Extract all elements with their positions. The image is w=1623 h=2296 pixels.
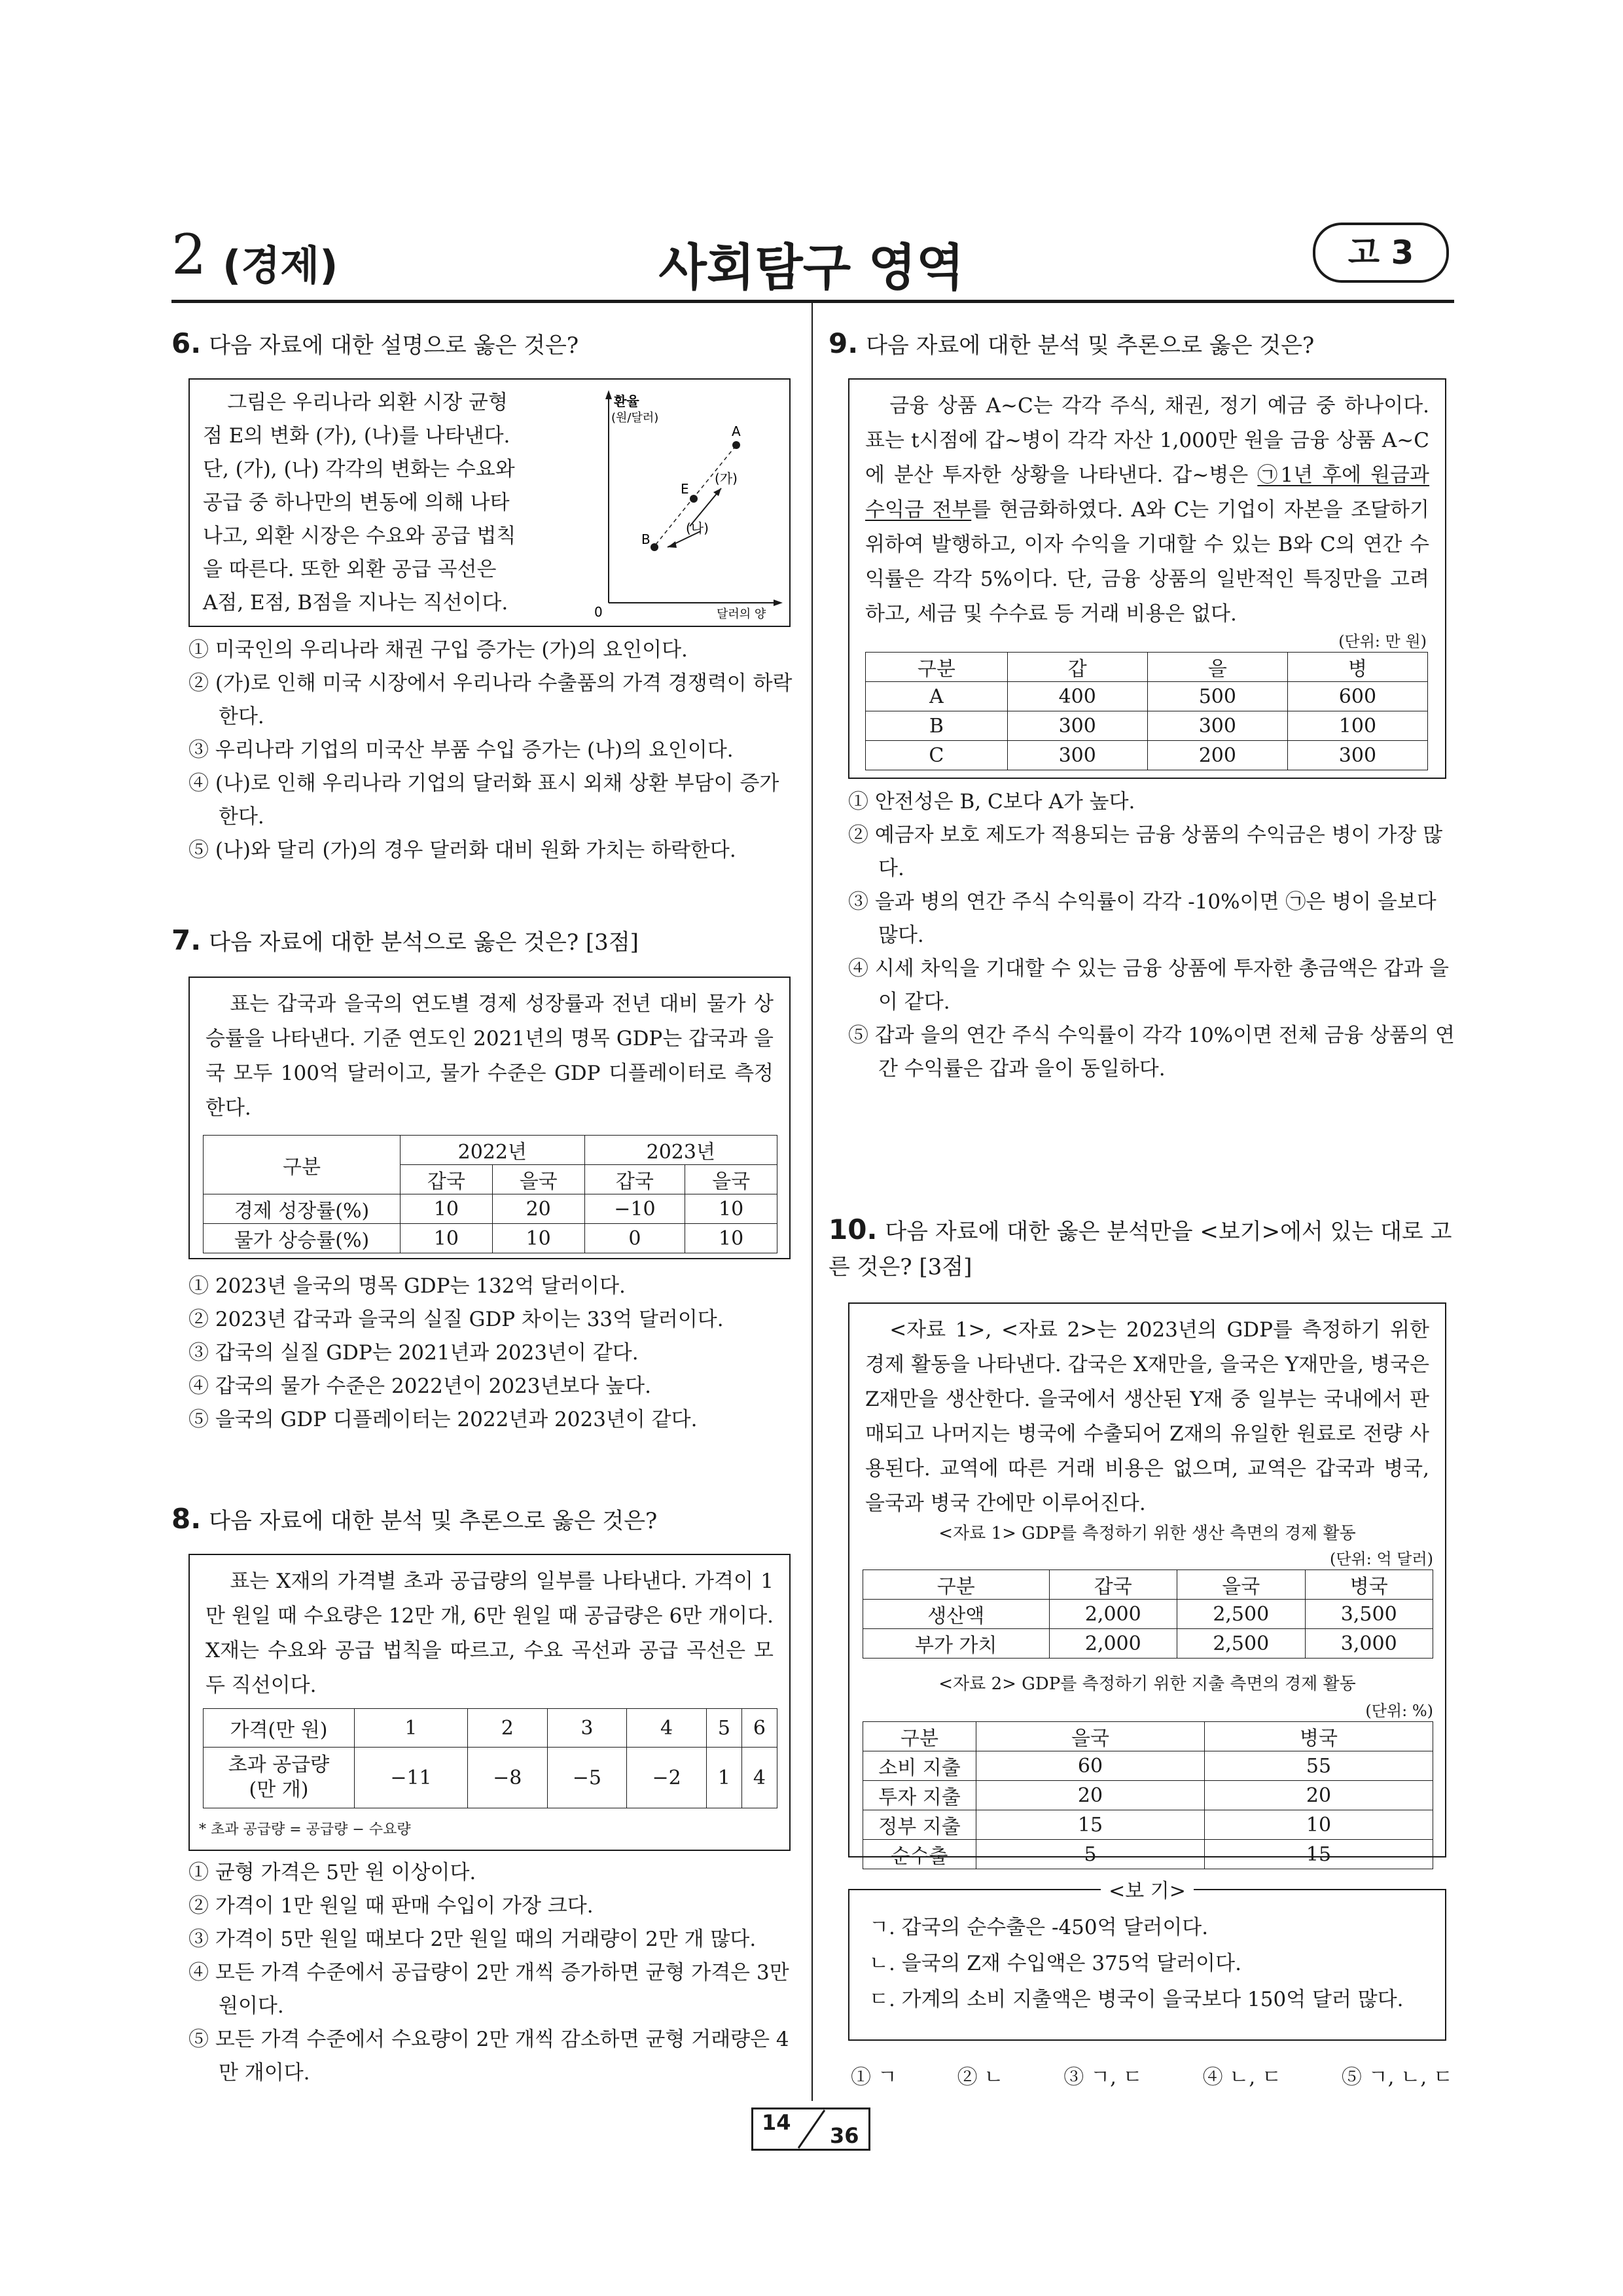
- table-row: [204, 1194, 777, 1224]
- q9-cell: 300: [1147, 711, 1287, 741]
- q7-passage: 표는 갑국과 을국의 연도별 경제 성장률과 전년 대비 물가 상승률을 나타낸다. 기준 연도인 2021년의 명목 GDP는 갑국과 을국 모두 100억 달러이고, 물가 수준은 GDP 디플레이터로 측정한다.: [205, 992, 774, 1120]
- q9-cell: C: [866, 741, 1008, 770]
- q7-number: 7.: [171, 924, 202, 956]
- q9-options: [848, 785, 1457, 1086]
- q6-passage-line: 공급 중 하나만의 변동에 의해 나타: [203, 491, 510, 514]
- q7-cell: 10: [685, 1224, 777, 1253]
- q7-col: 갑국: [584, 1165, 685, 1194]
- q8-cell: 6: [741, 1709, 777, 1748]
- q9-stem-text: 다음 자료에 대한 분석 및 추론으로 옳은 것은?: [866, 332, 1315, 359]
- current-page: 14: [762, 2110, 791, 2135]
- q7-corner: 구분: [204, 1136, 401, 1194]
- q10-answers: [851, 2060, 1453, 2090]
- q6-option-5[interactable]: ⑤ (나)와 달리 (가)의 경우 달러화 대비 원화 가치는 하락한다.: [188, 838, 736, 862]
- label-ga: (가): [715, 471, 738, 486]
- q10-t1-head: 구분: [863, 1570, 1050, 1600]
- q8-option-3[interactable]: ③ 가격이 5만 원일 때보다 2만 원일 때의 거래량이 2만 개 많다.: [188, 1928, 757, 1951]
- q8-passage: 표는 X재의 가격별 초과 공급량의 일부를 나타낸다. 가격이 1만 원일 때 수요량은 12만 개, 6만 원일 때 공급량은 6만 개이다. X재는 수요와 공급 법칙을 따르고, 수요 곡선과 공급 곡선은 모두 직선이다.: [205, 1570, 774, 1697]
- q10-bogi-list: [869, 1910, 1432, 2018]
- q9-cell: 500: [1147, 682, 1287, 711]
- q7-option-5[interactable]: ⑤ 을국의 GDP 디플레이터는 2022년과 2023년이 같다.: [188, 1408, 698, 1431]
- point-e: [690, 495, 698, 503]
- q7-stem: [171, 924, 800, 956]
- q10-answer-3[interactable]: ③ ㄱ, ㄷ: [1063, 2066, 1143, 2089]
- q9-head: 갑: [1007, 653, 1147, 682]
- q8-cell: −5: [547, 1748, 627, 1808]
- q10-t1-cell: 2,500: [1177, 1600, 1305, 1629]
- q10-t1-head: 병국: [1305, 1570, 1433, 1600]
- q9-cell: 400: [1007, 682, 1147, 711]
- q9-option-1[interactable]: ① 안전성은 B, C보다 A가 높다.: [848, 790, 1135, 814]
- page-indicator: [751, 2108, 870, 2151]
- q9-passage-a: 금융 상품 A~C는 각각 주식, 채권, 정기 예금 중 하나이다. 표는 t시점에 갑~병이 각각 자산 1,000만 원을 금융 상품 A~C에 분산 투자한 상황을 나타낸다. 갑~병은: [865, 394, 1429, 487]
- q9-unit: (단위: 만 원): [1338, 632, 1427, 651]
- q8-stem: [171, 1503, 800, 1535]
- q8-cell: 4: [627, 1709, 707, 1748]
- q10-t2-cell: 투자 지출: [863, 1781, 976, 1810]
- q7-table: [203, 1135, 777, 1253]
- q8-cell: −11: [355, 1748, 468, 1808]
- q7-options: [188, 1270, 797, 1437]
- q10-t1-head: 갑국: [1049, 1570, 1177, 1600]
- q7-cell: 10: [685, 1194, 777, 1224]
- label-a: A: [732, 423, 741, 439]
- q10-t2-cell: 60: [976, 1751, 1205, 1781]
- table-row: [866, 741, 1428, 770]
- q7-option-1[interactable]: ① 2023년 을국의 명목 GDP는 132억 달러이다.: [188, 1274, 626, 1298]
- table-row: [863, 1781, 1433, 1810]
- q10-answer-5[interactable]: ⑤ ㄱ, ㄴ, ㄷ: [1341, 2066, 1453, 2089]
- q10-table-1: [863, 1570, 1433, 1659]
- q8-cell: −8: [467, 1748, 547, 1808]
- q7-cell: −10: [584, 1194, 685, 1224]
- q10-stem-text: 다음 자료에 대한 옳은 분석만을 <보기>에서 있는 대로 고른 것은? [3점]: [829, 1219, 1452, 1280]
- q7-option-3[interactable]: ③ 갑국의 실질 GDP는 2021년과 2023년이 같다.: [188, 1341, 639, 1365]
- q8-options: [188, 1856, 797, 2090]
- q6-number: 6.: [171, 327, 202, 359]
- q7-option-4[interactable]: ④ 갑국의 물가 수준은 2022년이 2023년보다 높다.: [188, 1374, 651, 1398]
- table-row: [204, 1224, 777, 1253]
- q7-cell: 경제 성장률(%): [204, 1194, 401, 1224]
- graph-origin: 0: [594, 604, 603, 619]
- q10-t2-cell: 10: [1205, 1810, 1433, 1840]
- q7-col: 을국: [492, 1165, 584, 1194]
- q10-t1-cell: 2,000: [1049, 1629, 1177, 1659]
- table-row: [863, 1810, 1433, 1840]
- q10-t1-head: 을국: [1177, 1570, 1305, 1600]
- q6-passage-line: 단, (가), (나) 각각의 변화는 수요와: [203, 457, 515, 481]
- q9-cell: 600: [1287, 682, 1427, 711]
- q10-t1-cell: 부가 가치: [863, 1629, 1050, 1659]
- q8-cell: 4: [741, 1748, 777, 1808]
- point-b: [651, 543, 658, 551]
- q10-answer-4[interactable]: ④ ㄴ, ㄷ: [1202, 2066, 1282, 2089]
- q8-cell: 1: [355, 1709, 468, 1748]
- q9-option-5[interactable]: ⑤ 갑과 을의 연간 주식 수익률이 각각 10%이면 전체 금융 상품의 연간 수익률은 갑과 을이 동일하다.: [848, 1024, 1455, 1081]
- q8-cell: −2: [627, 1748, 707, 1808]
- q10-number: 10.: [829, 1213, 878, 1246]
- q10-t1-cell: 3,500: [1305, 1600, 1433, 1629]
- column-divider: [812, 302, 813, 2101]
- q8-number: 8.: [171, 1503, 202, 1535]
- table-row: [863, 1840, 1433, 1869]
- q10-bogi-box: [848, 1880, 1446, 2041]
- table-row: [863, 1629, 1433, 1659]
- q10-t2-cell: 15: [976, 1810, 1205, 1840]
- q7-stem-text: 다음 자료에 대한 분석으로 옳은 것은? [3점]: [209, 929, 639, 956]
- q7-cell: 10: [401, 1194, 493, 1224]
- q10-bogi-item-3: ㄷ. 가계의 소비 지출액은 병국이 을국보다 150억 달러 많다.: [869, 1988, 1404, 2011]
- q9-cell: 200: [1147, 741, 1287, 770]
- q10-t2-cell: 정부 지출: [863, 1810, 976, 1840]
- q10-table-2: [863, 1721, 1433, 1869]
- q10-passage: <자료 1>, <자료 2>는 2023년의 GDP를 측정하기 위한 경제 활동을 나타낸다. 갑국은 X재만을, 을국은 Y재만을, 병국은 Z재만을 생산한다. 을국에서 생산된 Y재 중 일부는 국내에서 판매되고 나머지는 병국에 수출되어 Z재의 유일한 원료로 전량 사용된다. 교역에 따른 거래 비용은 없으며, 교역은 갑국과 병국, 을국과 병국 간에만 이루어진다.: [865, 1318, 1429, 1515]
- q7-cell: 물가 상승률(%): [204, 1224, 401, 1253]
- q10-t1-cell: 3,000: [1305, 1629, 1433, 1659]
- q6-exchange-graph: [582, 384, 785, 619]
- q9-cell: 300: [1007, 741, 1147, 770]
- q6-option-2[interactable]: ② (가)로 인해 미국 시장에서 우리나라 수출품의 가격 경쟁력이 하락한다.: [188, 672, 793, 728]
- header-rule: [171, 300, 1454, 303]
- q9-head: 을: [1147, 653, 1287, 682]
- q8-cell: 5: [706, 1709, 741, 1748]
- q10-answer-1[interactable]: ① ㄱ: [851, 2066, 897, 2089]
- q10-t2-cell: 15: [1205, 1840, 1433, 1869]
- q10-bogi-title-wrap: [849, 1874, 1445, 1903]
- q8-cell: 2: [467, 1709, 547, 1748]
- q10-t1-cell: 생산액: [863, 1600, 1050, 1629]
- table-row: [863, 1722, 1433, 1751]
- q10-t2-head: 구분: [863, 1722, 976, 1751]
- table-row: [866, 653, 1428, 682]
- q10-t2-cell: 20: [1205, 1781, 1433, 1810]
- q7-year-2022: 2022년: [401, 1136, 585, 1165]
- q9-cell: 300: [1287, 741, 1427, 770]
- q9-option-4[interactable]: ④ 시세 차익을 기대할 수 있는 금융 상품에 투자한 총금액은 갑과 을이 같다.: [848, 957, 1449, 1014]
- q7-cell: 10: [401, 1224, 493, 1253]
- label-na: (나): [686, 520, 709, 536]
- q10-unit-2: (단위: %): [1365, 1702, 1433, 1720]
- q10-stem: [829, 1212, 1457, 1285]
- q10-t2-cell: 5: [976, 1840, 1205, 1869]
- grade-badge: 고 3: [1313, 223, 1449, 283]
- q6-passage-line: 을 따른다. 또한 외환 공급 곡선은: [203, 558, 497, 581]
- q6-options: [188, 634, 797, 867]
- q10-answer-2[interactable]: ② ㄴ: [957, 2066, 1004, 2089]
- q10-t2-cell: 20: [976, 1781, 1205, 1810]
- q6-passage-line: A점, E점, B점을 지나는 직선이다.: [203, 591, 508, 615]
- q7-col: 갑국: [401, 1165, 493, 1194]
- q9-cell: A: [866, 682, 1008, 711]
- q9-number: 9.: [829, 327, 859, 359]
- table-row: [863, 1600, 1433, 1629]
- q10-caption-2: <자료 2> GDP를 측정하기 위한 지출 측면의 경제 활동: [938, 1674, 1356, 1694]
- q8-stem-text: 다음 자료에 대한 분석 및 추론으로 옳은 것은?: [209, 1508, 658, 1534]
- q9-table: [865, 652, 1428, 770]
- table-row: [204, 1709, 777, 1748]
- q6-passage-line: 점 E의 변화 (가), (나)를 나타낸다.: [203, 424, 510, 448]
- table-row: [863, 1570, 1433, 1600]
- graph-ylabel-2: (원/달러): [611, 411, 659, 425]
- q10-t2-head: 병국: [1205, 1722, 1433, 1751]
- q9-cell: 100: [1287, 711, 1427, 741]
- q6-passage-box: [188, 378, 791, 627]
- q8-cell: 3: [547, 1709, 627, 1748]
- table-row: [866, 711, 1428, 741]
- q9-underline-g: ㉠1년 후에 원금과 수익금 전부: [865, 463, 1430, 522]
- q8-option-5[interactable]: ⑤ 모든 가격 수준에서 수요량이 2만 개씩 감소하면 균형 거래량은 4만 개이다.: [188, 2028, 789, 2085]
- q8-note: * 초과 공급량 = 공급량 − 수요량: [199, 1821, 411, 1838]
- graph-ylabel-1: 환율: [614, 393, 639, 409]
- q10-bogi-item-2: ㄴ. 을국의 Z재 수입액은 375억 달러이다.: [869, 1952, 1241, 1975]
- q7-cell: 0: [584, 1224, 685, 1253]
- q10-bogi-title: <보 기>: [1101, 1880, 1194, 1903]
- q10-unit-1: (단위: 억 달러): [1330, 1550, 1433, 1568]
- q8-table: [203, 1708, 777, 1808]
- page-title: 사회탐구 영역: [658, 238, 965, 296]
- q8-header-excess-1: 초과 공급량: [228, 1753, 330, 1776]
- q8-header-price: 가격(만 원): [204, 1709, 355, 1748]
- q7-col: 을국: [685, 1165, 777, 1194]
- total-pages: 36: [830, 2123, 859, 2148]
- q7-option-2[interactable]: ② 2023년 갑국과 을국의 실질 GDP 차이는 33억 달러이다.: [188, 1308, 724, 1331]
- page-number: 2: [171, 223, 207, 287]
- graph-xlabel: 달러의 양: [717, 607, 766, 619]
- q9-passage: [865, 389, 1429, 632]
- q9-passage-b: 를 현금화하였다. A와 C는 기업이 자본을 조달하기 위하여 발행하고, 이자 수익을 기대할 수 있는 B와 C의 연간 수익률은 각각 5%이다. 단, 금융 상품의 일반적인 특징만을 고려하고, 세금 및 수수료 등 거래 비용은 없다.: [865, 498, 1429, 626]
- q6-stem: [171, 327, 800, 359]
- q6-passage-line: 나고, 외환 시장은 수요와 공급 법칙: [203, 524, 516, 548]
- q9-stem: [829, 327, 1457, 359]
- q9-option-2[interactable]: ② 예금자 보호 제도가 적용되는 금융 상품의 수익금은 병이 가장 많다.: [848, 823, 1443, 880]
- q10-t2-cell: 소비 지출: [863, 1751, 976, 1781]
- q10-t2-head: 을국: [976, 1722, 1205, 1751]
- q10-t1-cell: 2,500: [1177, 1629, 1305, 1659]
- q10-t1-cell: 2,000: [1049, 1600, 1177, 1629]
- q6-passage-line: 그림은 우리나라 외환 시장 균형: [227, 391, 508, 414]
- table-row: [866, 682, 1428, 711]
- q7-cell: 10: [492, 1224, 584, 1253]
- label-e: E: [681, 481, 689, 497]
- q7-cell: 20: [492, 1194, 584, 1224]
- q6-option-3[interactable]: ③ 우리나라 기업의 미국산 부품 수입 증가는 (나)의 요인이다.: [188, 738, 734, 762]
- q8-header-excess-2: (만 개): [249, 1778, 309, 1801]
- q8-option-2[interactable]: ② 가격이 1만 원일 때 판매 수입이 가장 크다.: [188, 1894, 594, 1918]
- q10-t2-cell: 55: [1205, 1751, 1433, 1781]
- q6-stem-text: 다음 자료에 대한 설명으로 옳은 것은?: [209, 332, 579, 359]
- table-row: [204, 1748, 777, 1808]
- q8-option-4[interactable]: ④ 모든 가격 수준에서 공급량이 2만 개씩 증가하면 균형 가격은 3만 원이다.: [188, 1961, 789, 2018]
- q9-cell: 300: [1007, 711, 1147, 741]
- q9-cell: B: [866, 711, 1008, 741]
- q9-head: 병: [1287, 653, 1427, 682]
- label-b: B: [641, 531, 651, 547]
- q9-head: 구분: [866, 653, 1008, 682]
- q8-cell: 1: [706, 1748, 741, 1808]
- q9-option-3[interactable]: ③ 을과 병의 연간 주식 수익률이 각각 -10%이면 ㉠은 병이 을보다 많다.: [848, 890, 1436, 947]
- q8-option-1[interactable]: ① 균형 가격은 5만 원 이상이다.: [188, 1861, 476, 1884]
- q8-header-excess: [204, 1748, 355, 1808]
- q10-bogi-item-1: ㄱ. 갑국의 순수출은 -450억 달러이다.: [869, 1916, 1209, 1939]
- q10-caption-1: <자료 1> GDP를 측정하기 위한 생산 측면의 경제 활동: [938, 1524, 1356, 1543]
- q10-t2-cell: 순수출: [863, 1840, 976, 1869]
- table-row: [863, 1751, 1433, 1781]
- subject-label: (경제): [223, 242, 338, 289]
- q7-year-2023: 2023년: [584, 1136, 777, 1165]
- point-a: [732, 441, 740, 449]
- q6-option-1[interactable]: ① 미국인의 우리나라 채권 구입 증가는 (가)의 요인이다.: [188, 638, 688, 662]
- q6-option-4[interactable]: ④ (나)로 인해 우리나라 기업의 달러화 표시 외채 상환 부담이 증가한다.: [188, 772, 779, 829]
